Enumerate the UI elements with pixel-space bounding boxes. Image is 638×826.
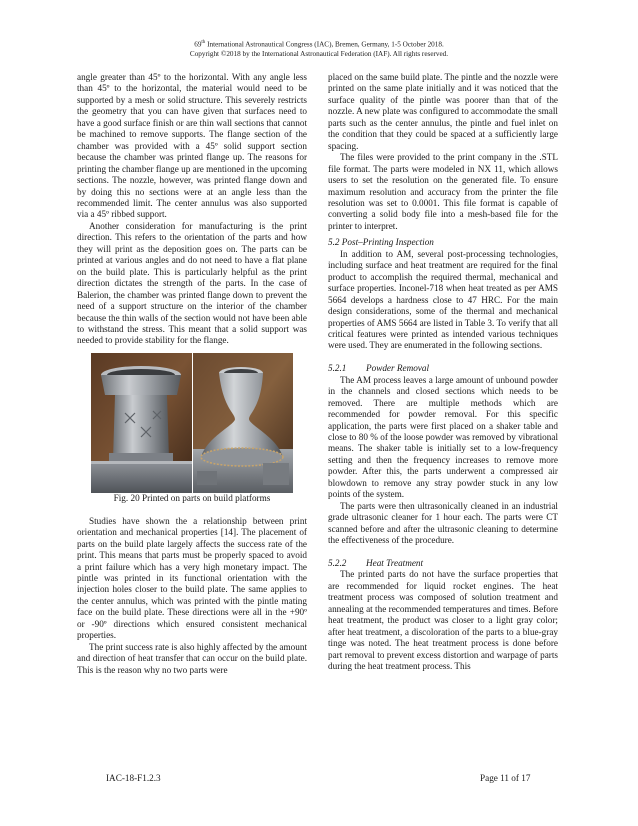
paragraph: angle greater than 45º to the horizontal. With any angle less than 45º to the horizontal, the material would need to be supported by a mesh or solid structure. This severely restricts the geometry that you can have given that surfaces need to have a good surface finish or are thin wall sections that cannot be machined to remove supports. The flange section of the chamber was provided with a 45º solid support section because the chamber was printed flange up. The reasons for printing the chamber flange up are mentioned in the upcoming sections. The nozzle, however, was printed flange down and by doing this no sections were at an angle less than the recommended limit. The center annulus was also supported via a 45º ribbed support. xyxy=(77,72,307,220)
paragraph: In addition to AM, several post-processing technologies, including surface and heat treatment are required for the final product to accomplish the required thermal, mechanical and surface properties. Inconel-718 when heat treated as per AMS 5664 develops a hardness close to 47 HRC. For the main design considerations, some of the thermal and mechanical properties of AMS 5664 are listed in Table 3. To verify that all critical features were printed as intended various techniques were used. They are enumerated in the following sections. xyxy=(328,248,558,351)
figure-20 xyxy=(77,353,307,493)
spacer xyxy=(328,547,558,558)
paragraph: Another consideration for manufacturing is the print direction. This refers to the orientation of the parts and how they will print as the deposition goes on. The parts can be printed at various angles and do not need to have a flat plane on the build plate. This is particularly helpful as the print direction dictates the strength of the parts. In the case of Balerion, the chamber was printed flange down to prevent the need of a support structure on the interior of the chamber because the thin walls of the section would not have been able to withstand the stress. This meant that a solid support was needed to provide stability for the flange. xyxy=(77,220,307,346)
subsection-title: Powder Removal xyxy=(366,363,430,374)
nozzle-photo xyxy=(193,353,293,493)
paragraph: The print success rate is also highly affected by the amount and direction of heat transfer that can occur on the build plate. This is the reason why no two parts were xyxy=(77,641,307,675)
copyright-line: Copyright ©2018 by the International Astronautical Federation (IAF). All rights reserved. xyxy=(189,49,449,58)
page-number: Page 11 of 17 xyxy=(480,773,531,783)
figure-caption: Fig. 20 Printed on parts on build platforms xyxy=(113,492,271,503)
left-column xyxy=(77,72,307,676)
section-heading: 5.2 Post–Printing Inspection xyxy=(328,237,434,248)
chamber-photo xyxy=(91,353,192,493)
subsection-number: 5.2.1 xyxy=(328,363,347,374)
spacer xyxy=(77,504,307,515)
subsection-title: Heat Treatment xyxy=(366,558,424,568)
subsection-heading xyxy=(328,363,558,374)
paragraph: The files were provided to the print company in the .STL file format. The parts were modeled in NX 11, which allows users to set the resolution on the generated file. To ensure maximum resolution and accuracy from the printer the file resolution was set to 0.0001. This file format is capable of converting a solid body file into a mesh-based file for the printer to interpret. xyxy=(328,152,558,231)
spacer xyxy=(328,352,558,363)
paragraph: The printed parts do not have the surface properties that are recommended for liquid rocket engines. The heat treatment process was composed of solution treatment and annealing at the recommended temperatures and times. Before heat treatment, the product was closer to a light gray color; after heat treatment, a discoloration of the parts to a blue-gray tinge was noted. The heat treatment process is done before part removal to prevent excess distortion and warpage of parts during the heat treatment process. This xyxy=(328,569,558,672)
right-column xyxy=(328,72,558,673)
subsection-number: 5.2.2 xyxy=(328,558,347,568)
conference-line: 69th International Astronautical Congress (IAC), Bremen, Germany, 1-5 October 2018. xyxy=(194,40,444,49)
page-header xyxy=(0,38,638,59)
paragraph: The parts were then ultrasonically cleaned in an industrial grade ultrasonic cleaner for 1 hour each. The parts were CT scanned before and after the ultrasonic cleaning to determine the effectiveness of the procedure. xyxy=(328,500,558,546)
paper-id: IAC-18-F1.2.3 xyxy=(106,773,161,783)
subsection-heading xyxy=(328,558,558,569)
paragraph: The AM process leaves a large amount of unbound powder in the channels and closed sections which needs to be removed. There are multiple methods which are recommended for powder removal. For this specific application, the parts were first placed on a shaker table and close to 80 % of the loose powder was removed by vibrational means. The shaker table is initially set to a low-frequency setting and then the frequency increases to remove more powder. After this, the parts underwent a compressed air blowdown to remove any stray powder stuck in any low points of the system. xyxy=(328,374,558,500)
paragraph: Studies have shown the a relationship between print orientation and mechanical properties [14]. The placement of parts on the build plate largely affects the success rate of the print. This means that parts must be properly spaced to avoid a print failure which has a very high monetary impact. The pintle was printed in its functional orientation with the injection holes closer to the build plate. The same applies to the center annulus, which was printed with the pintle mating face on the build plate. These directions were all in the +90º or -90º directions which ensured consistent mechanical properties. xyxy=(77,515,307,641)
paragraph: placed on the same build plate. The pintle and the nozzle were printed on the same plate initially and it was noticed that the surface quality of the pintle was poorer than that of the nozzle. A new plate was configured to accommodate the small parts such as the center annulus, the pintle and fuel inlet on the condition that they could be spaced at a sufficiently large spacing. xyxy=(328,72,558,151)
